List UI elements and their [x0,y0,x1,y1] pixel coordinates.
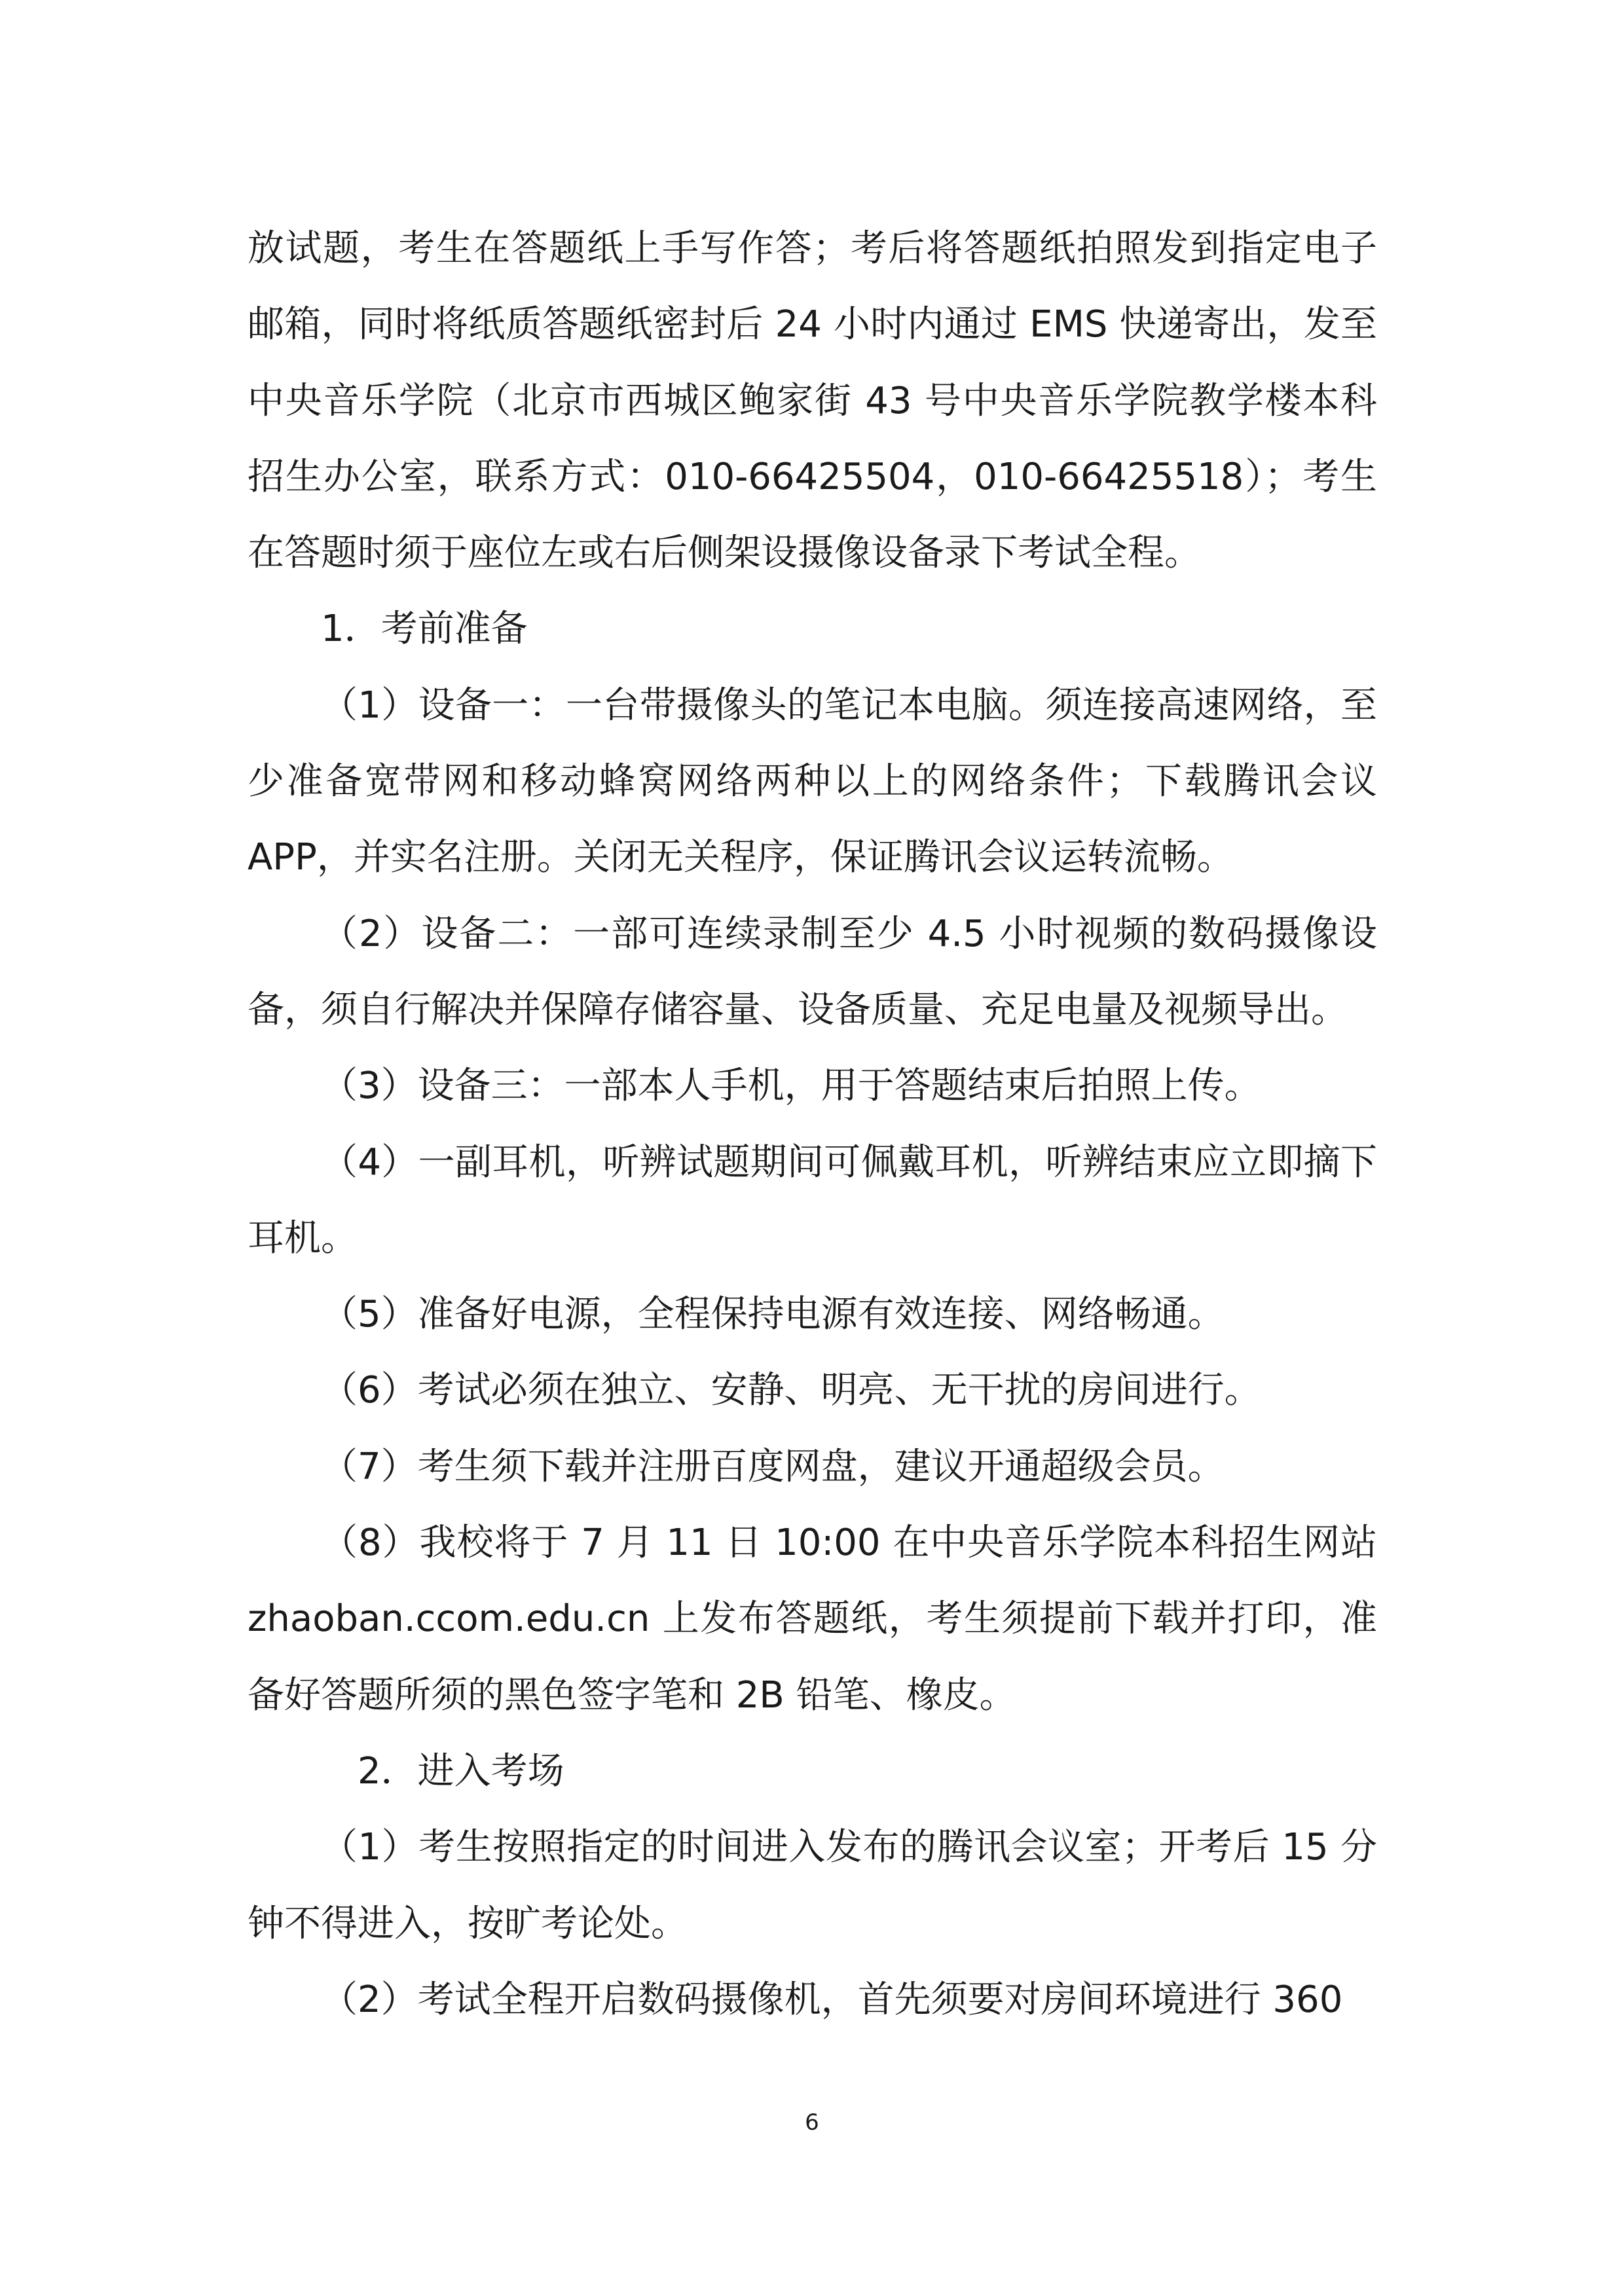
list-item-room: （6）考试必须在独立、安静、明亮、无干扰的房间进行。 [321,1369,1261,1412]
page-number: 6 [805,2109,819,2136]
list-item-netdisk: （7）考生须下载并注册百度网盘，建议开通超级会员。 [321,1445,1225,1488]
list-item-camera: （2）考试全程开启数码摄像机，首先须要对房间环境进行 360 [321,1978,1343,2021]
section-heading-entry: 2．进入考场 [358,1749,564,1793]
list-item-power: （5）准备好电源，全程保持电源有效连接、网络畅通。 [321,1293,1225,1336]
list-item-entry-time: （1）考生按照指定的时间进入发布的腾讯会议室；开考后 15 分钟不得进入，按旷考论处。 [248,1826,1377,1945]
section-heading-preparation: 1．考前准备 [321,608,528,651]
list-item-device-two: （2）设备二：一部可连续录制至少 4.5 小时视频的数码摄像设备，须自行解决并保障存储容量、设备质量、充足电量及视频导出。 [248,912,1377,1031]
list-item-device-one: （1）设备一：一台带摄像头的笔记本电脑。须连接高速网络，至少准备宽带网和移动蜂窝网络两种以上的网络条件；下载腾讯会议 APP，并实名注册。关闭无关程序，保证腾讯会议运转流畅。 [248,683,1377,879]
list-item-headphones: （4）一副耳机，听辨试题期间可佩戴耳机，听辨结束应立即摘下耳机。 [248,1140,1377,1260]
body-text [248,211,1377,2038]
list-item-device-three: （3）设备三：一部本人手机，用于答题结束后拍照上传。 [321,1065,1261,1108]
paragraph-continuation: 放试题，考生在答题纸上手写作答；考后将答题纸拍照发到指定电子邮箱，同时将纸质答题纸密封后 24 小时内通过 EMS 快递寄出，发至中央音乐学院（北京市西城区鲍家街 43 号中央音乐学院教学楼本科招生办公室，联系方式：010-66425504，010-66425518）；考生在答题时须于座位左或右后侧架设摄像设备录下考试全程。 [248,227,1377,575]
list-item-answer-sheet: （8）我校将于 7 月 11 日 10:00 在中央音乐学院本科招生网站 zhaoban.ccom.edu.cn 上发布答题纸，考生须提前下载并打印，准备好答题所须的黑色签字笔和 2B 铅笔、橡皮。 [248,1522,1377,1717]
